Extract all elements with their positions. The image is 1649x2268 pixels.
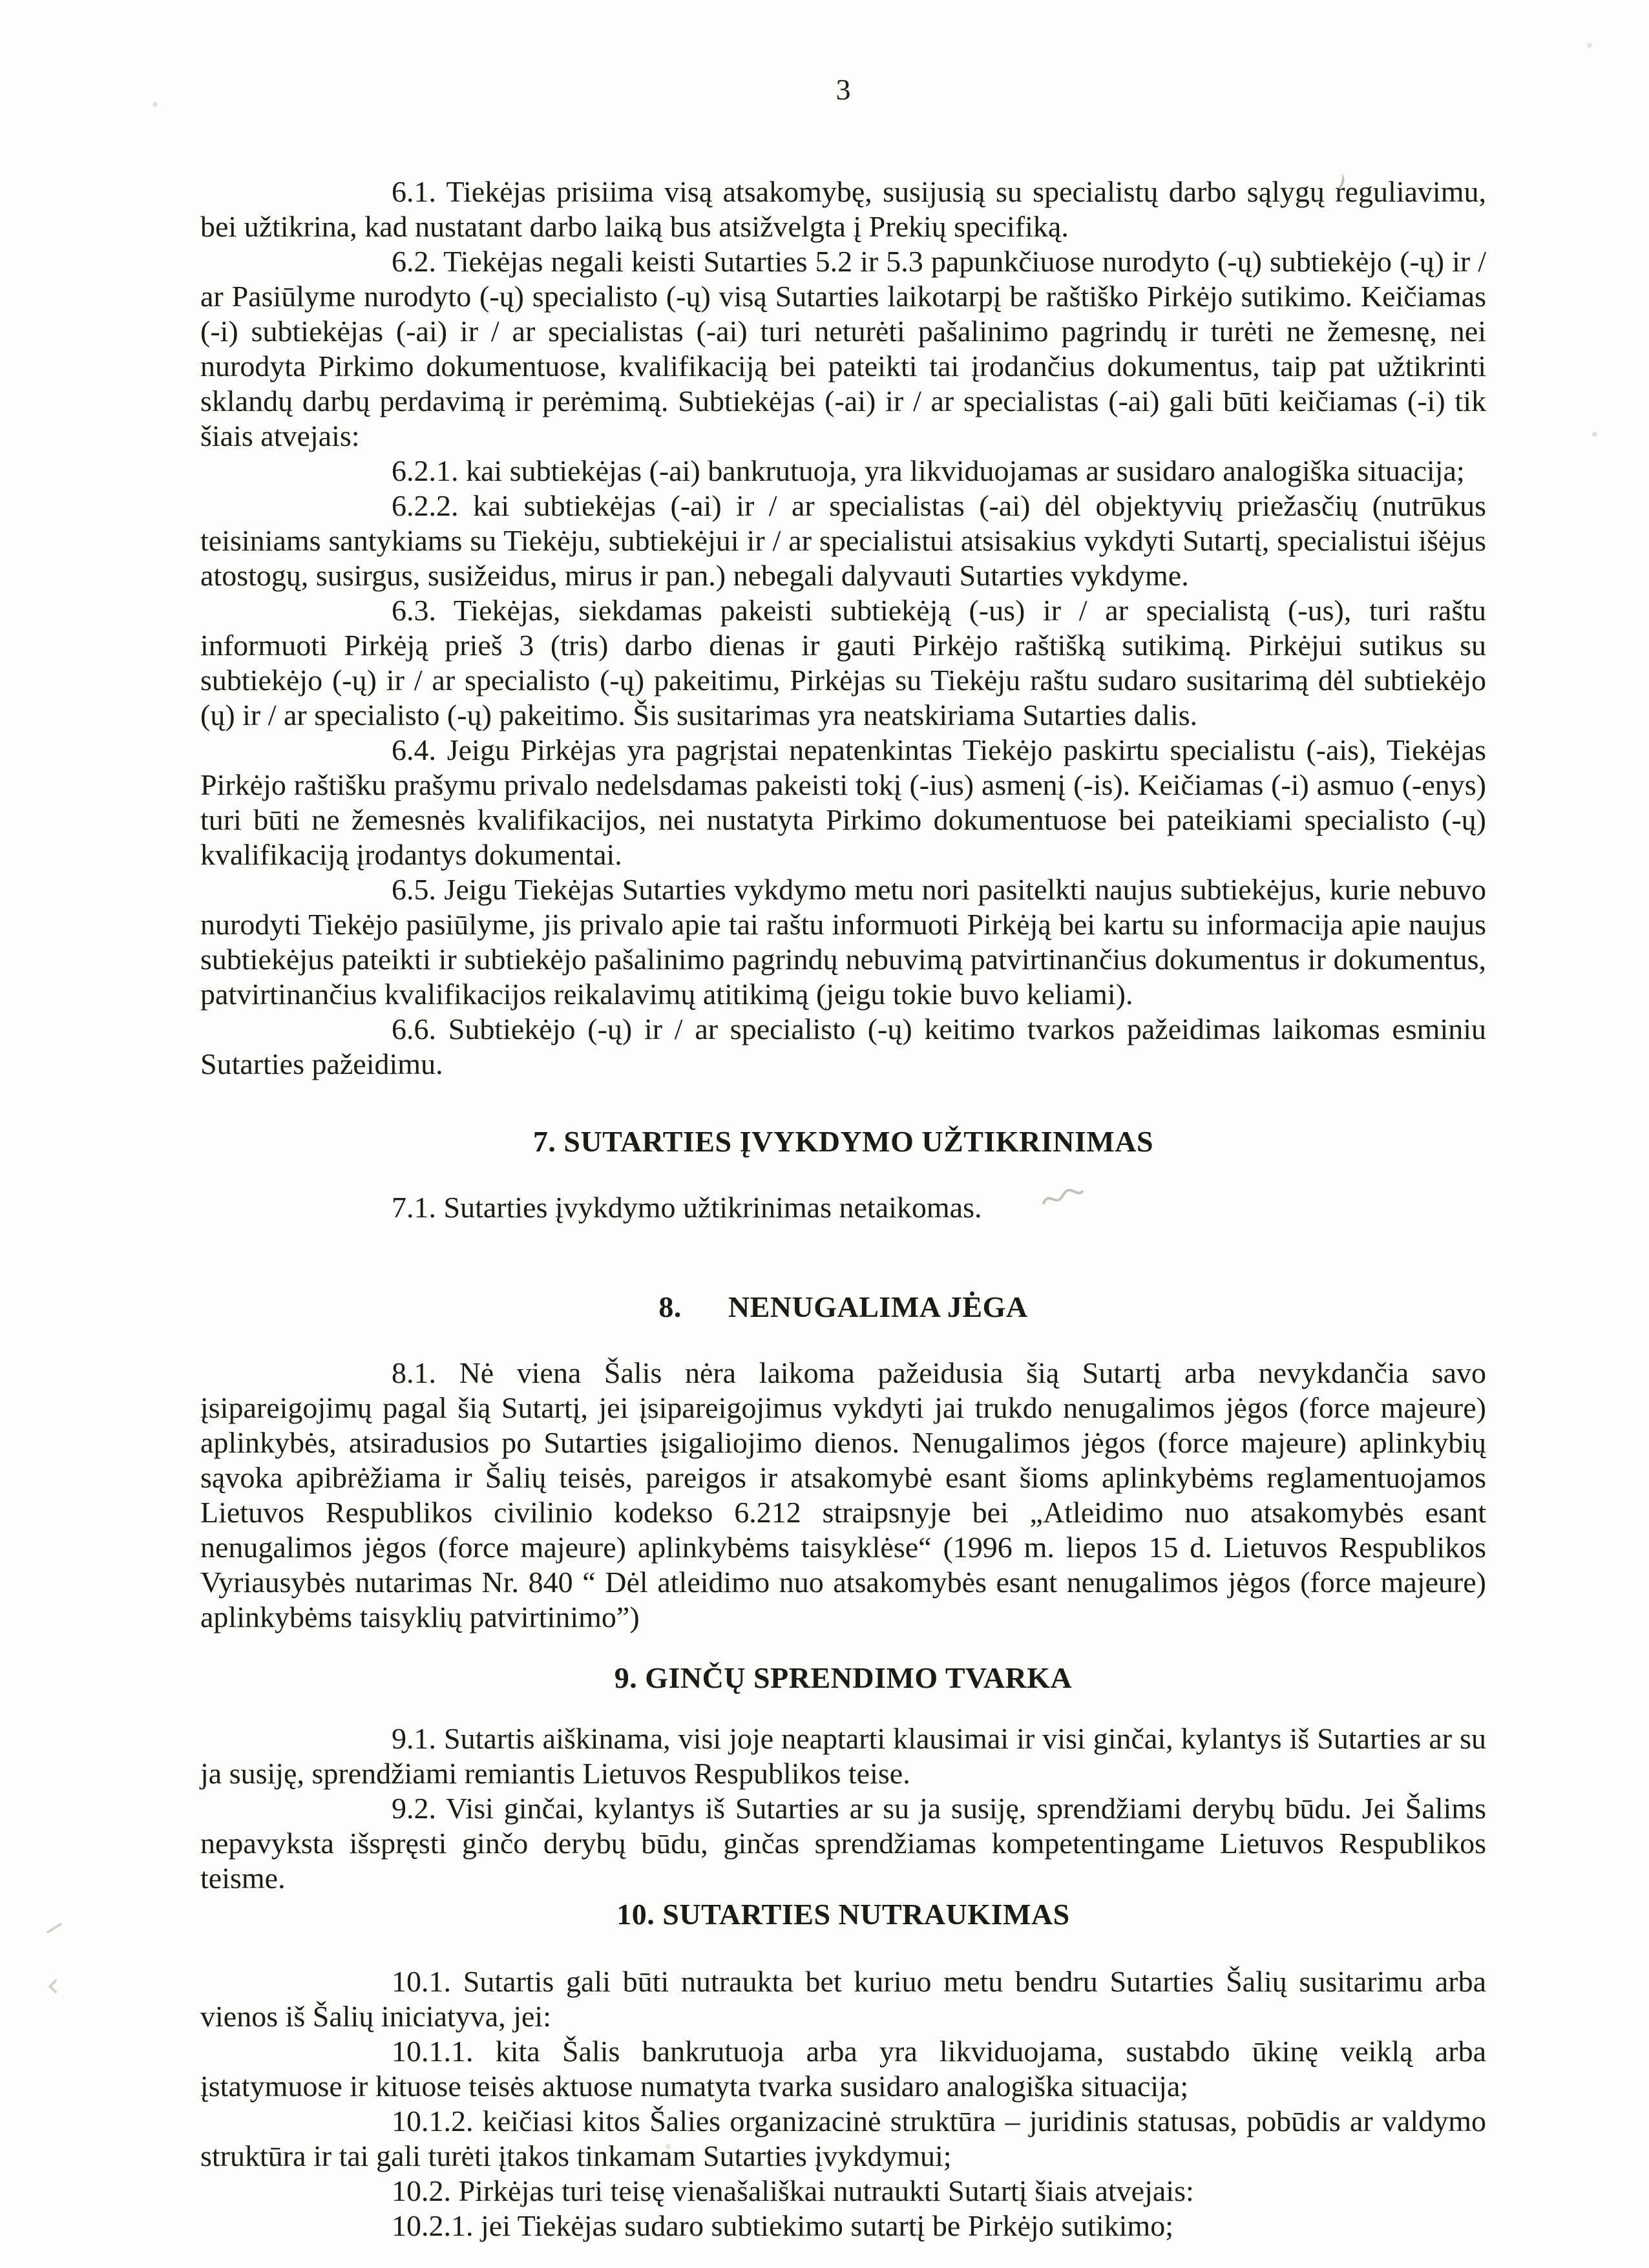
clause-text: keičiasi kitos Šalies organizacinė struktūra – juridinis statusas, pobūdis ar valdymo struktūra ir tai gali turėti įtakos tinkamam Sutarties įvykdymui; [200, 2105, 1486, 2172]
clause-number: 6.2.2. [392, 489, 459, 522]
clause-text: Tiekėjas negali keisti Sutarties 5.2 ir 5.3 papunkčiuose nurodyto (-ų) subtiekėjo (-ų) ir / ar Pasiūlyme nurodyto (-ų) specialisto (-ų) visą Sutarties laikotarpį be raštiško Pirkėjo sutikimo. Keičiamas (-i) subtiekėjas (-ai) ir / ar specialistas (-ai) turi neturėti pašalinimo pagrindų ir turėti ne žemesnę, nei nurodyta Pirkimo dokumentuose, kvalifikaciją bei pateikti tai įrodančius dokumentus, taip pat užtikrinti sklandų darbų perdavimą ir perėmimą. Subtiekėjas (-ai) ir / ar specialistas (-ai) gali būti keičiamas (-i) tik šiais atvejais: [200, 245, 1486, 452]
clause-text: Sutartis aiškinama, visi joje neaptarti klausimai ir visi ginčai, kylantys iš Sutarties ar su ja susiję, sprendžiami remiantis Lietuvos Respublikos teise. [200, 1722, 1487, 1790]
clause-6-5 [200, 872, 1486, 1012]
clause-10-1-2 [200, 2104, 1486, 2174]
clause-number: 7.1. [392, 1191, 436, 1224]
clause-number: 9.2. [392, 1792, 436, 1825]
clause-6-6 [200, 1012, 1486, 1082]
clause-text: Visi ginčai, kylantys iš Sutarties ar su ja susiję, sprendžiami derybų būdu. Jei Šalims nepavyksta išspręsti ginčo derybų būdu, ginčas sprendžiamas kompetentingame Lietuvos Respublikos teisme. [200, 1792, 1486, 1895]
clause-number: 10.1. [392, 1965, 451, 1998]
clause-text: Jeigu Tiekėjas Sutarties vykdymo metu nori pasitelkti naujus subtiekėjus, kurie nebuvo nurodyti Tiekėjo pasiūlyme, jis privalo apie tai raštu informuoti Pirkėją bei kartu su informacija apie naujus subtiekėjus pateikti ir subtiekėjo pašalinimo pagrindų nebuvimą patvirtinančius dokumentus ir dokumentus, patvirtinančius kvalifikacijos reikalavimų atitikimą (jeigu tokie buvo keliami). [200, 873, 1486, 1011]
scan-artifact [46, 1922, 63, 1934]
clause-6-3 [200, 593, 1486, 733]
clause-9-2 [200, 1791, 1486, 1896]
clause-number: 6.5. [392, 873, 436, 906]
clause-number: 6.1. [392, 175, 436, 208]
scan-speck [1587, 43, 1592, 48]
clause-text: Subtiekėjo (-ų) ir / ar specialisto (-ų) keitimo tvarkos pažeidimas laikomas esminiu Sutarties pažeidimu. [200, 1013, 1487, 1080]
clause-6-2 [200, 244, 1486, 454]
clause-10-1-1 [200, 2034, 1486, 2104]
scan-artifact [48, 1979, 63, 1994]
clause-6-2-2 [200, 488, 1486, 593]
page-number: 3 [835, 73, 851, 106]
clause-number: 10.1.1. [392, 2035, 474, 2068]
clause-number: 9.1. [392, 1722, 436, 1755]
clause-text: Sutartis gali būti nutraukta bet kuriuo metu bendru Sutarties Šalių susitarimu arba vienos iš Šalių iniciatyva, jei: [200, 1965, 1487, 2033]
clause-6-2-1 [200, 454, 1486, 488]
clause-8-1 [200, 1356, 1486, 1635]
section-heading-8: 8. NENUGALIMA JĖGA [658, 1290, 1028, 1323]
clause-10-2-1 [200, 2209, 1486, 2243]
clause-6-1 [200, 174, 1486, 244]
scan-speck [1592, 432, 1597, 437]
scan-speck [152, 102, 158, 107]
clause-text: Tiekėjas, siekdamas pakeisti subtiekėją (-us) ir / ar specialistą (-us), turi raštu informuoti Pirkėją prieš 3 (tris) darbo dienas ir gauti Pirkėjo raštišką sutikimą. Pirkėjui sutikus su subtiekėjo (-ų) ir / ar specialisto (-ų) pakeitimu, Pirkėjas su Tiekėju raštu sudaro susitarimą dėl subtiekėjo (ų) ir / ar specialisto (-ų) pakeitimo. Šis susitarimas yra neatskiriama Sutarties dalis. [200, 594, 1487, 731]
clause-6-4 [200, 733, 1486, 872]
section-heading-9: 9. GINČŲ SPRENDIMO TVARKA [614, 1661, 1073, 1694]
clause-text: Pirkėjas turi teisę vienašališkai nutraukti Sutartį šiais atvejais: [458, 2174, 1194, 2207]
section-heading-7: 7. SUTARTIES ĮVYKDYMO UŽTIKRINIMAS [532, 1125, 1154, 1158]
clause-text: jei Tiekėjas sudaro subtiekimo sutartį be Pirkėjo sutikimo; [481, 2209, 1173, 2242]
clause-text: kai subtiekėjas (-ai) ir / ar specialistas (-ai) dėl objektyvių priežasčių (nutrūkus teisiniams santykiams su Tiekėju, subtiekėjui ir / ar specialistui atsisakius vykdyti Sutartį, specialistui išėjus atostogų, susirgus, susižeidus, mirus ir pan.) nebegali dalyvauti Sutarties vykdyme. [200, 489, 1486, 592]
clause-text: Nė viena Šalis nėra laikoma pažeidusia šią Sutartį arba nevykdančia savo įsipareigojimų pagal šią Sutartį, jei įsipareigojimus vykdyti jai trukdo nenugalimos jėgos (force majeure) aplinkybės, atsiradusios po Sutarties įsigaliojimo dienos. Nenugalimos jėgos (force majeure) aplinkybių sąvoka apibrėžiama ir Šalių teisės, pareigos ir atsakomybė esant šioms aplinkybėms reglamentuojamos Lietuvos Respublikos civilinio kodekso 6.212 straipsnyje bei „Atleidimo nuo atsakomybės esant nenugalimos jėgos (force majeure) aplinkybėms taisyklėse“ (1996 m. liepos 15 d. Lietuvos Respublikos Vyriausybės nutarimas Nr. 840 “ Dėl atleidimo nuo atsakomybės esant nenugalimos jėgos (force majeure) aplinkybėms taisyklių patvirtinimo”) [200, 1356, 1486, 1633]
clause-number: 6.6. [392, 1013, 436, 1045]
clause-9-1 [200, 1721, 1486, 1791]
clause-text: kai subtiekėjas (-ai) bankrutuoja, yra likviduojamas ar susidaro analogiška situacija; [466, 454, 1465, 487]
clause-text: Sutarties įvykdymo užtikrinimas netaikomas. [443, 1191, 982, 1224]
clause-text: Tiekėjas prisiima visą atsakomybę, susijusią su specialistų darbo sąlygų reguliavimu, bei užtikrina, kad nustatant darbo laiką bus atsižvelgta į Prekių specifiką. [200, 175, 1486, 243]
clause-number: 10.2. [392, 2174, 451, 2207]
clause-number: 6.4. [392, 733, 436, 766]
clause-10-2 [200, 2174, 1486, 2209]
clause-number: 6.3. [392, 594, 436, 627]
clause-7-1 [200, 1190, 1486, 1225]
clause-number: 8.1. [392, 1356, 436, 1389]
clause-text: Jeigu Pirkėjas yra pagrįstai nepatenkintas Tiekėjo paskirtu specialistu (-ais), Tiekėjas Pirkėjo raštišku prašymu privalo nedelsdamas pakeisti tokį (-ius) asmenį (-is). Keičiamas (-i) asmuo (-enys) turi būti ne žemesnės kvalifikacijos, nei nustatyta Pirkimo dokumentuose bei pateikiami specialisto (-ų) kvalifikaciją įrodantys dokumentai. [200, 733, 1486, 871]
clause-10-1 [200, 1964, 1486, 2034]
clause-number: 6.2. [392, 245, 436, 278]
clause-number: 10.2.1. [392, 2209, 474, 2242]
section-heading-10: 10. SUTARTIES NUTRAUKIMAS [616, 1898, 1070, 1931]
clause-number: 10.1.2. [392, 2105, 474, 2137]
clause-text: kita Šalis bankrutuoja arba yra likviduojama, sustabdo ūkinę veiklą arba įstatymuose ir kituose teisės aktuose numatyta tvarka susidaro analogiška situacija; [200, 2035, 1486, 2103]
clause-number: 6.2.1. [392, 454, 459, 487]
